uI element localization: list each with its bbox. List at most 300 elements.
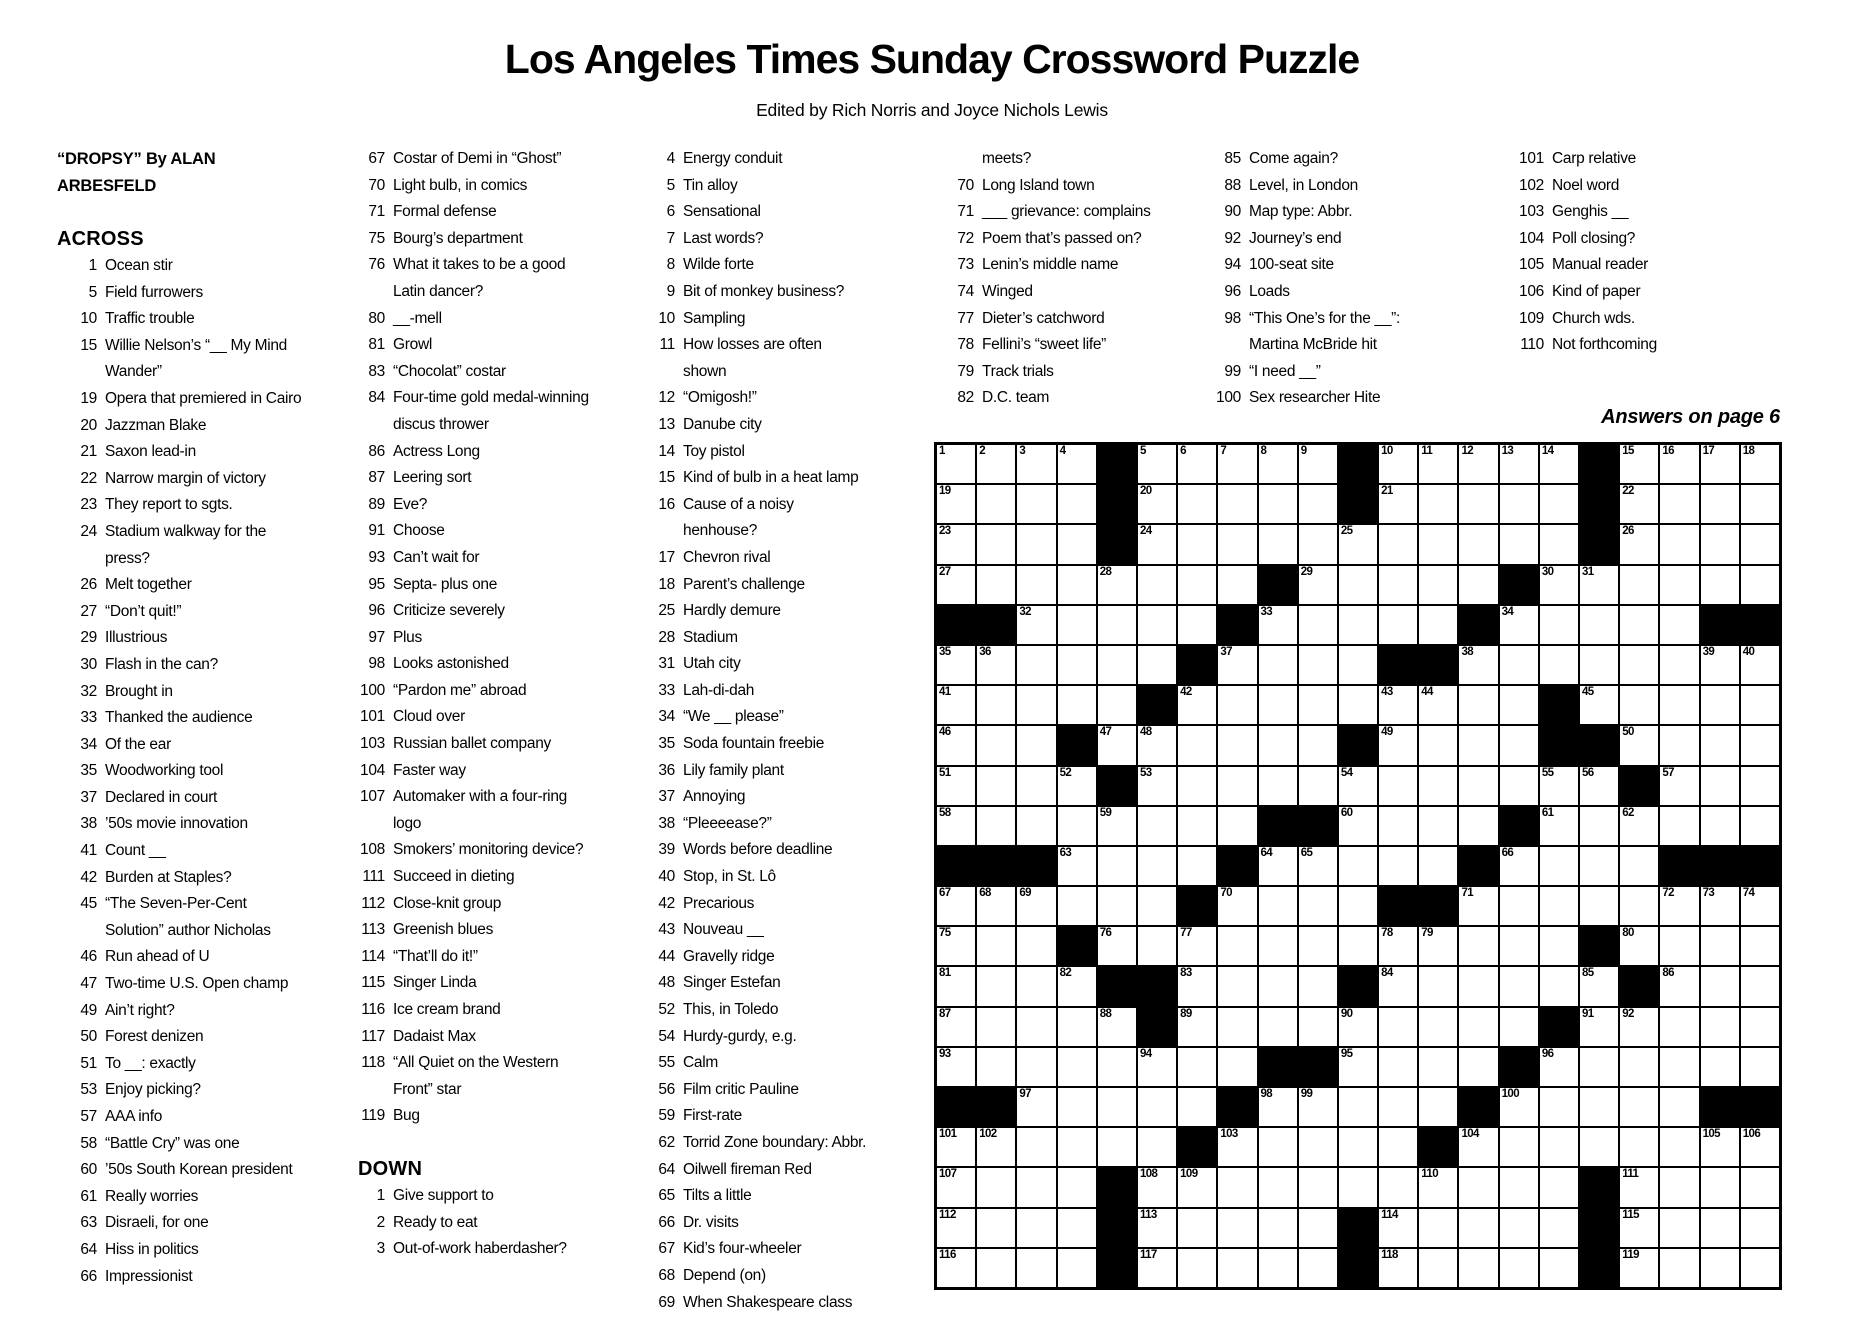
grid-cell[interactable] [1419, 1209, 1457, 1247]
grid-cell[interactable] [1058, 887, 1096, 925]
grid-cell[interactable] [977, 1168, 1015, 1206]
grid-cell[interactable] [1017, 566, 1055, 604]
grid-cell[interactable] [1218, 1249, 1256, 1287]
grid-cell[interactable] [1620, 1088, 1658, 1126]
grid-cell[interactable] [1620, 887, 1658, 925]
grid-cell[interactable] [1419, 686, 1457, 724]
grid-cell[interactable] [1098, 927, 1136, 965]
grid-cell[interactable] [1580, 1128, 1618, 1166]
grid-cell[interactable] [1017, 1088, 1055, 1126]
grid-cell[interactable] [1660, 1209, 1698, 1247]
grid-cell[interactable] [1339, 1008, 1377, 1046]
grid-cell[interactable] [1660, 927, 1698, 965]
grid-cell[interactable] [1741, 1048, 1779, 1086]
grid-cell[interactable] [1299, 485, 1337, 523]
grid-cell[interactable] [1419, 445, 1457, 483]
grid-cell[interactable] [1580, 686, 1618, 724]
grid-cell[interactable] [1218, 1008, 1256, 1046]
grid-cell[interactable] [937, 767, 975, 805]
grid-cell[interactable] [1339, 525, 1377, 563]
grid-cell[interactable] [1620, 606, 1658, 644]
grid-cell[interactable] [1017, 485, 1055, 523]
grid-cell[interactable] [1058, 1249, 1096, 1287]
grid-cell[interactable] [1660, 485, 1698, 523]
grid-cell[interactable] [1178, 767, 1216, 805]
grid-cell[interactable] [1218, 525, 1256, 563]
grid-cell[interactable] [1178, 1048, 1216, 1086]
grid-cell[interactable] [937, 566, 975, 604]
grid-cell[interactable] [1741, 525, 1779, 563]
grid-cell[interactable] [977, 1048, 1015, 1086]
grid-cell[interactable] [1540, 767, 1578, 805]
grid-cell[interactable] [1259, 525, 1297, 563]
grid-cell[interactable] [1580, 1008, 1618, 1046]
grid-cell[interactable] [1660, 1249, 1698, 1287]
grid-cell[interactable] [1017, 1249, 1055, 1287]
grid-cell[interactable] [1017, 967, 1055, 1005]
grid-cell[interactable] [937, 1008, 975, 1046]
grid-cell[interactable] [977, 927, 1015, 965]
grid-cell[interactable] [1098, 807, 1136, 845]
grid-cell[interactable] [1138, 927, 1176, 965]
grid-cell[interactable] [1017, 445, 1055, 483]
grid-cell[interactable] [1459, 1048, 1497, 1086]
grid-cell[interactable] [1259, 686, 1297, 724]
grid-cell[interactable] [937, 1209, 975, 1247]
grid-cell[interactable] [1701, 927, 1739, 965]
grid-cell[interactable] [1741, 927, 1779, 965]
grid-cell[interactable] [1500, 1249, 1538, 1287]
grid-cell[interactable] [1580, 807, 1618, 845]
grid-cell[interactable] [1138, 1088, 1176, 1126]
grid-cell[interactable] [1540, 967, 1578, 1005]
grid-cell[interactable] [1098, 606, 1136, 644]
grid-cell[interactable] [1540, 887, 1578, 925]
grid-cell[interactable] [1620, 1048, 1658, 1086]
grid-cell[interactable] [1500, 485, 1538, 523]
grid-cell[interactable] [1058, 1168, 1096, 1206]
grid-cell[interactable] [1058, 767, 1096, 805]
grid-cell[interactable] [1660, 445, 1698, 483]
grid-cell[interactable] [1580, 887, 1618, 925]
grid-cell[interactable] [1259, 646, 1297, 684]
grid-cell[interactable] [1419, 927, 1457, 965]
grid-cell[interactable] [1500, 847, 1538, 885]
grid-cell[interactable] [1459, 1168, 1497, 1206]
grid-cell[interactable] [1218, 1048, 1256, 1086]
grid-cell[interactable] [1419, 726, 1457, 764]
grid-cell[interactable] [1701, 726, 1739, 764]
grid-cell[interactable] [1500, 445, 1538, 483]
grid-cell[interactable] [1218, 1168, 1256, 1206]
grid-cell[interactable] [1017, 1008, 1055, 1046]
grid-cell[interactable] [1058, 646, 1096, 684]
grid-cell[interactable] [1379, 1209, 1417, 1247]
grid-cell[interactable] [1660, 767, 1698, 805]
grid-cell[interactable] [1058, 1048, 1096, 1086]
grid-cell[interactable] [1701, 1048, 1739, 1086]
grid-cell[interactable] [1580, 847, 1618, 885]
grid-cell[interactable] [1218, 927, 1256, 965]
grid-cell[interactable] [937, 485, 975, 523]
grid-cell[interactable] [937, 887, 975, 925]
grid-cell[interactable] [1138, 566, 1176, 604]
grid-cell[interactable] [1660, 1048, 1698, 1086]
grid-cell[interactable] [1339, 606, 1377, 644]
grid-cell[interactable] [1379, 967, 1417, 1005]
grid-cell[interactable] [1017, 927, 1055, 965]
grid-cell[interactable] [1178, 967, 1216, 1005]
grid-cell[interactable] [1058, 847, 1096, 885]
grid-cell[interactable] [1017, 1048, 1055, 1086]
grid-cell[interactable] [1540, 606, 1578, 644]
grid-cell[interactable] [977, 485, 1015, 523]
grid-cell[interactable] [1379, 807, 1417, 845]
grid-cell[interactable] [1660, 1088, 1698, 1126]
grid-cell[interactable] [977, 1128, 1015, 1166]
grid-cell[interactable] [1379, 525, 1417, 563]
grid-cell[interactable] [977, 967, 1015, 1005]
grid-cell[interactable] [1620, 1008, 1658, 1046]
grid-cell[interactable] [1459, 726, 1497, 764]
grid-cell[interactable] [1540, 1209, 1578, 1247]
grid-cell[interactable] [1098, 1128, 1136, 1166]
grid-cell[interactable] [1500, 1128, 1538, 1166]
grid-cell[interactable] [1138, 887, 1176, 925]
grid-cell[interactable] [1299, 646, 1337, 684]
grid-cell[interactable] [1620, 445, 1658, 483]
grid-cell[interactable] [1017, 726, 1055, 764]
grid-cell[interactable] [1419, 485, 1457, 523]
grid-cell[interactable] [1660, 566, 1698, 604]
grid-cell[interactable] [1741, 726, 1779, 764]
grid-cell[interactable] [1500, 1088, 1538, 1126]
grid-cell[interactable] [1660, 887, 1698, 925]
grid-cell[interactable] [977, 726, 1015, 764]
grid-cell[interactable] [1299, 445, 1337, 483]
grid-cell[interactable] [1741, 646, 1779, 684]
grid-cell[interactable] [1540, 525, 1578, 563]
grid-cell[interactable] [1178, 566, 1216, 604]
grid-cell[interactable] [1058, 1008, 1096, 1046]
grid-cell[interactable] [1741, 807, 1779, 845]
grid-cell[interactable] [1701, 967, 1739, 1005]
grid-cell[interactable] [937, 726, 975, 764]
grid-cell[interactable] [1178, 1249, 1216, 1287]
grid-cell[interactable] [1178, 525, 1216, 563]
grid-cell[interactable] [1017, 807, 1055, 845]
grid-cell[interactable] [1379, 1168, 1417, 1206]
grid-cell[interactable] [1339, 1048, 1377, 1086]
grid-cell[interactable] [1660, 606, 1698, 644]
grid-cell[interactable] [1701, 807, 1739, 845]
grid-cell[interactable] [1660, 726, 1698, 764]
grid-cell[interactable] [1500, 887, 1538, 925]
grid-cell[interactable] [1259, 726, 1297, 764]
grid-cell[interactable] [1540, 1128, 1578, 1166]
grid-cell[interactable] [1098, 566, 1136, 604]
grid-cell[interactable] [977, 686, 1015, 724]
grid-cell[interactable] [937, 445, 975, 483]
grid-cell[interactable] [937, 1128, 975, 1166]
grid-cell[interactable] [1419, 1088, 1457, 1126]
grid-cell[interactable] [1098, 726, 1136, 764]
grid-cell[interactable] [1741, 967, 1779, 1005]
grid-cell[interactable] [1500, 525, 1538, 563]
grid-cell[interactable] [1017, 767, 1055, 805]
grid-cell[interactable] [1138, 445, 1176, 483]
grid-cell[interactable] [1138, 606, 1176, 644]
grid-cell[interactable] [1701, 1209, 1739, 1247]
grid-cell[interactable] [1500, 967, 1538, 1005]
grid-cell[interactable] [1299, 525, 1337, 563]
grid-cell[interactable] [977, 887, 1015, 925]
grid-cell[interactable] [1299, 967, 1337, 1005]
grid-cell[interactable] [1701, 1128, 1739, 1166]
grid-cell[interactable] [1017, 1128, 1055, 1166]
grid-cell[interactable] [1098, 847, 1136, 885]
grid-cell[interactable] [1178, 1088, 1216, 1126]
grid-cell[interactable] [1419, 1048, 1457, 1086]
grid-cell[interactable] [1138, 1128, 1176, 1166]
grid-cell[interactable] [1419, 1249, 1457, 1287]
grid-cell[interactable] [1218, 1209, 1256, 1247]
grid-cell[interactable] [1500, 646, 1538, 684]
grid-cell[interactable] [1178, 847, 1216, 885]
grid-cell[interactable] [1259, 1008, 1297, 1046]
grid-cell[interactable] [1138, 1168, 1176, 1206]
grid-cell[interactable] [1299, 1008, 1337, 1046]
grid-cell[interactable] [1138, 767, 1176, 805]
grid-cell[interactable] [1701, 646, 1739, 684]
grid-cell[interactable] [937, 686, 975, 724]
grid-cell[interactable] [937, 1249, 975, 1287]
grid-cell[interactable] [1540, 485, 1578, 523]
grid-cell[interactable] [1058, 566, 1096, 604]
grid-cell[interactable] [1299, 1168, 1337, 1206]
grid-cell[interactable] [1259, 1088, 1297, 1126]
grid-cell[interactable] [1218, 445, 1256, 483]
grid-cell[interactable] [1178, 445, 1216, 483]
grid-cell[interactable] [1540, 927, 1578, 965]
grid-cell[interactable] [1379, 686, 1417, 724]
grid-cell[interactable] [1017, 606, 1055, 644]
grid-cell[interactable] [1701, 1249, 1739, 1287]
grid-cell[interactable] [1741, 1249, 1779, 1287]
grid-cell[interactable] [1500, 686, 1538, 724]
grid-cell[interactable] [1218, 887, 1256, 925]
grid-cell[interactable] [1218, 767, 1256, 805]
grid-cell[interactable] [1299, 887, 1337, 925]
grid-cell[interactable] [1098, 887, 1136, 925]
grid-cell[interactable] [1379, 767, 1417, 805]
grid-cell[interactable] [1339, 767, 1377, 805]
grid-cell[interactable] [1459, 646, 1497, 684]
grid-cell[interactable] [1178, 726, 1216, 764]
grid-cell[interactable] [1620, 686, 1658, 724]
grid-cell[interactable] [1339, 1168, 1377, 1206]
grid-cell[interactable] [1299, 1088, 1337, 1126]
grid-cell[interactable] [1540, 1249, 1578, 1287]
grid-cell[interactable] [977, 445, 1015, 483]
grid-cell[interactable] [1540, 847, 1578, 885]
grid-cell[interactable] [1138, 847, 1176, 885]
grid-cell[interactable] [1259, 445, 1297, 483]
grid-cell[interactable] [1017, 525, 1055, 563]
grid-cell[interactable] [1500, 606, 1538, 644]
grid-cell[interactable] [1098, 1048, 1136, 1086]
grid-cell[interactable] [1259, 967, 1297, 1005]
grid-cell[interactable] [1218, 1128, 1256, 1166]
grid-cell[interactable] [977, 1249, 1015, 1287]
grid-cell[interactable] [1540, 1048, 1578, 1086]
grid-cell[interactable] [1299, 686, 1337, 724]
grid-cell[interactable] [1299, 767, 1337, 805]
grid-cell[interactable] [1058, 1088, 1096, 1126]
grid-cell[interactable] [1178, 1168, 1216, 1206]
grid-cell[interactable] [1701, 445, 1739, 483]
grid-cell[interactable] [1459, 525, 1497, 563]
grid-cell[interactable] [1379, 485, 1417, 523]
grid-cell[interactable] [1580, 646, 1618, 684]
grid-cell[interactable] [1741, 767, 1779, 805]
grid-cell[interactable] [1660, 1008, 1698, 1046]
grid-cell[interactable] [1299, 1249, 1337, 1287]
grid-cell[interactable] [1419, 807, 1457, 845]
grid-cell[interactable] [1299, 566, 1337, 604]
grid-cell[interactable] [1419, 606, 1457, 644]
grid-cell[interactable] [1540, 566, 1578, 604]
grid-cell[interactable] [977, 767, 1015, 805]
grid-cell[interactable] [1741, 1128, 1779, 1166]
grid-cell[interactable] [1540, 445, 1578, 483]
grid-cell[interactable] [1379, 1249, 1417, 1287]
grid-cell[interactable] [1098, 1088, 1136, 1126]
grid-cell[interactable] [1459, 485, 1497, 523]
grid-cell[interactable] [1419, 1168, 1457, 1206]
grid-cell[interactable] [977, 807, 1015, 845]
grid-cell[interactable] [1299, 1209, 1337, 1247]
grid-cell[interactable] [1459, 445, 1497, 483]
grid-cell[interactable] [1701, 1008, 1739, 1046]
grid-cell[interactable] [1419, 967, 1457, 1005]
grid-cell[interactable] [937, 525, 975, 563]
grid-cell[interactable] [1620, 646, 1658, 684]
grid-cell[interactable] [1701, 1168, 1739, 1206]
grid-cell[interactable] [1580, 1088, 1618, 1126]
grid-cell[interactable] [1660, 1128, 1698, 1166]
grid-cell[interactable] [1459, 1209, 1497, 1247]
grid-cell[interactable] [1701, 566, 1739, 604]
grid-cell[interactable] [1017, 887, 1055, 925]
grid-cell[interactable] [1218, 686, 1256, 724]
grid-cell[interactable] [1218, 967, 1256, 1005]
grid-cell[interactable] [1540, 646, 1578, 684]
grid-cell[interactable] [1339, 566, 1377, 604]
grid-cell[interactable] [1379, 445, 1417, 483]
grid-cell[interactable] [977, 525, 1015, 563]
grid-cell[interactable] [937, 807, 975, 845]
grid-cell[interactable] [1540, 1088, 1578, 1126]
grid-cell[interactable] [1058, 445, 1096, 483]
grid-cell[interactable] [1620, 807, 1658, 845]
grid-cell[interactable] [1459, 767, 1497, 805]
grid-cell[interactable] [1058, 807, 1096, 845]
grid-cell[interactable] [1741, 686, 1779, 724]
grid-cell[interactable] [1259, 1168, 1297, 1206]
grid-cell[interactable] [1259, 927, 1297, 965]
grid-cell[interactable] [1138, 525, 1176, 563]
grid-cell[interactable] [1459, 686, 1497, 724]
grid-cell[interactable] [1178, 1008, 1216, 1046]
grid-cell[interactable] [1259, 1128, 1297, 1166]
grid-cell[interactable] [1058, 1128, 1096, 1166]
grid-cell[interactable] [1379, 1088, 1417, 1126]
grid-cell[interactable] [1218, 726, 1256, 764]
grid-cell[interactable] [1580, 566, 1618, 604]
grid-cell[interactable] [1259, 887, 1297, 925]
grid-cell[interactable] [1741, 485, 1779, 523]
grid-cell[interactable] [1701, 887, 1739, 925]
grid-cell[interactable] [1339, 1088, 1377, 1126]
grid-cell[interactable] [937, 1168, 975, 1206]
grid-cell[interactable] [1218, 646, 1256, 684]
grid-cell[interactable] [1178, 807, 1216, 845]
grid-cell[interactable] [1500, 927, 1538, 965]
grid-cell[interactable] [1580, 1048, 1618, 1086]
grid-cell[interactable] [1259, 847, 1297, 885]
grid-cell[interactable] [1138, 1249, 1176, 1287]
grid-cell[interactable] [1620, 566, 1658, 604]
grid-cell[interactable] [937, 967, 975, 1005]
grid-cell[interactable] [977, 1008, 1015, 1046]
grid-cell[interactable] [1620, 525, 1658, 563]
grid-cell[interactable] [1620, 1128, 1658, 1166]
grid-cell[interactable] [1138, 646, 1176, 684]
grid-cell[interactable] [1218, 485, 1256, 523]
grid-cell[interactable] [1379, 566, 1417, 604]
grid-cell[interactable] [1741, 887, 1779, 925]
grid-cell[interactable] [1058, 686, 1096, 724]
grid-cell[interactable] [1299, 1128, 1337, 1166]
grid-cell[interactable] [1459, 807, 1497, 845]
grid-cell[interactable] [937, 927, 975, 965]
grid-cell[interactable] [1660, 686, 1698, 724]
grid-cell[interactable] [1540, 807, 1578, 845]
grid-cell[interactable] [1459, 967, 1497, 1005]
grid-cell[interactable] [1259, 606, 1297, 644]
grid-cell[interactable] [1379, 1048, 1417, 1086]
grid-cell[interactable] [1058, 606, 1096, 644]
grid-cell[interactable] [977, 566, 1015, 604]
grid-cell[interactable] [1459, 1008, 1497, 1046]
grid-cell[interactable] [1379, 847, 1417, 885]
grid-cell[interactable] [1178, 927, 1216, 965]
grid-cell[interactable] [977, 646, 1015, 684]
grid-cell[interactable] [1339, 927, 1377, 965]
grid-cell[interactable] [1138, 485, 1176, 523]
grid-cell[interactable] [1660, 646, 1698, 684]
grid-cell[interactable] [1218, 566, 1256, 604]
grid-cell[interactable] [1459, 1249, 1497, 1287]
grid-cell[interactable] [1741, 1168, 1779, 1206]
grid-cell[interactable] [1058, 485, 1096, 523]
grid-cell[interactable] [1701, 767, 1739, 805]
grid-cell[interactable] [1339, 847, 1377, 885]
grid-cell[interactable] [1058, 525, 1096, 563]
grid-cell[interactable] [1620, 1209, 1658, 1247]
grid-cell[interactable] [1620, 927, 1658, 965]
